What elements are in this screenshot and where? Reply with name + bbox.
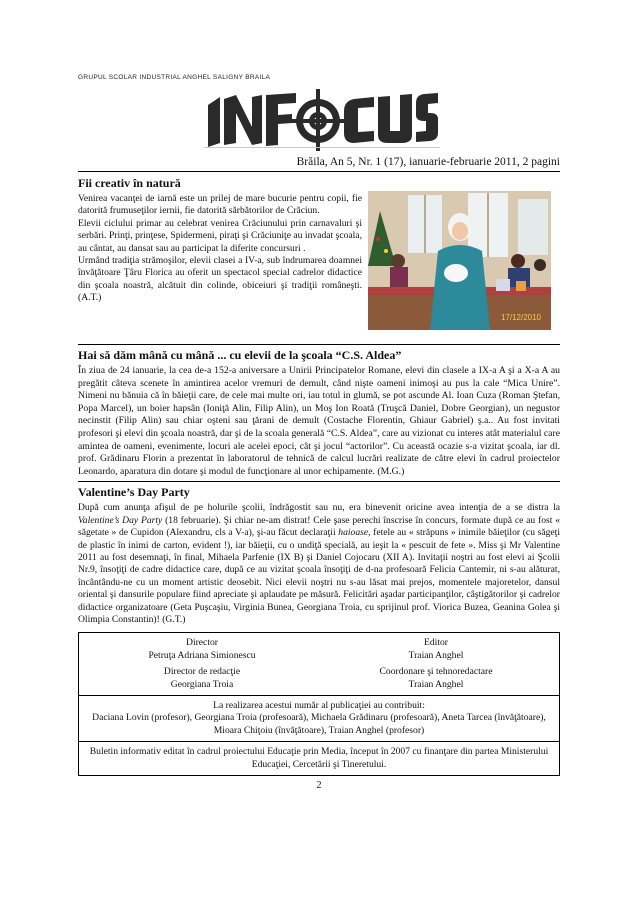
target-icon xyxy=(288,89,348,151)
photo-illustration xyxy=(368,191,551,330)
section-rule xyxy=(78,344,560,345)
article-text-column xyxy=(78,172,362,305)
credit-name: Petruţa Adriana Simionescu xyxy=(148,649,256,661)
emphasis: haioase xyxy=(338,527,369,539)
credit-name: Georgiana Troia xyxy=(170,678,234,690)
credit-role: Coordonare şi tehnoredactare xyxy=(379,666,493,678)
credit-redaction xyxy=(85,666,319,691)
credits-row-bottom xyxy=(79,664,559,695)
credit-name: Traian Anghel xyxy=(408,678,464,690)
text-run: (18 februarie). Şi chiar ne-am distrat! Cele şase perechi înscrise în concurs, formate după ce au fost « săgetate » de Cupidon (Alexandru, cls a V-a), şi-au făcut declaraţii xyxy=(78,514,560,539)
credit-director xyxy=(85,637,319,662)
credit-role: Director de redacţie xyxy=(163,666,241,678)
article-title: Hai să dăm mână cu mână ... cu elevii de la şcoala “C.S. Aldea” xyxy=(78,348,402,362)
school-name: GRUPUL SCOLAR INDUSTRIAL ANGHEL SALIGNY BRAILA xyxy=(78,74,271,81)
credit-coordination xyxy=(319,666,553,691)
article-paragraph: Urmând tradiţia strămoşilor, elevii clasei a IV-a, sub îndrumarea doamnei învăţătoare Ţâru Florica au oferit un spectacol special cadrelor didactice din şcoala noastră, alcătuit din colinde, obiceiuri şi tradiţii româneşti. (A.T.) xyxy=(78,255,362,304)
bulletin-note: Buletin informativ editat în cadrul proiectului Educaţie prin Media, început în 2007 cu finanţare din partea Ministerului Educaţiei, Cercetării şi Tineretului. xyxy=(79,741,559,775)
contributors-section xyxy=(79,695,559,741)
text-run: După cum anunţa afişul de pe holurile şcolii, îndrăgostit sau nu, era binevenit oricine avea intenţia de a se distra la xyxy=(78,502,560,514)
infocus-logo xyxy=(204,83,440,151)
article-paragraph xyxy=(78,502,560,626)
article-cs-aldea xyxy=(78,348,560,478)
credits-row-top xyxy=(79,633,559,664)
issue-info: Brăila, An 5, Nr. 1 (17), ianuarie-februarie 2011, 2 pagini xyxy=(296,156,560,168)
credit-role: Director xyxy=(186,637,218,649)
masthead xyxy=(78,81,560,155)
article-paragraph: În ziua de 24 ianuarie, la cea de-a 152-a aniversare a Unirii Principatelor Romane, elevi din clasele a IX-a A şi a X-a A au pregătit câteva scenete în amintirea acelor vremuri de demult, când nişte oameni inimoşi au pus la cale “Mica Unire”. Nimeni nu bănuia că în băieţii care, de cele mai multe ori, iau totul in glumă, se pot ascunde Al. Ioan Cuza (Roman Ştefan, Popa Marcel), un boier hapsân (Ioniţă Alin, Filip Alin), un Moş Ion Roată (Truşcă Daniel, Dobre Georgian), un negustor necinstit (Filip Alin) sau chiar oşteni sau ţărani de demult (Costache Florentin, Ghiaur Gabriel) ş.a.. Au fost invitati profesori şi elevi din şcoala noastră, dar şi de la scoala generală “C.S. Aldea”, care au vizionat cu interes atât materialul care amintea de oameni, evenimente, locuri ale acelei epoci, cât şi jocul “actorilor”. Cu această ocazie s-a vizitat şcoala, iar dl. prof. Grădinaru Florin a prezentat în laboratorul de tehnică de calcul lucrări realizate de către elevi în cadrul proiectelor Leonardo, aparatura din dotare şi modul de funcţionare al unor echipamente. (M.G.) xyxy=(78,365,560,477)
contributors-names: Daciana Lovin (profesor), Georgiana Troia (profesoară), Michaela Grădinaru (profesoară), Aneta Tarcea (învăţătoare), Mioara Chiţoiu (învăţătoare), Traian Anghel (profesor) xyxy=(92,712,546,736)
credit-name: Traian Anghel xyxy=(408,649,464,661)
article-title: Fii creativ în natură xyxy=(78,176,181,190)
credit-editor xyxy=(319,637,553,662)
credit-role: Editor xyxy=(424,637,448,649)
christmas-photo xyxy=(368,191,551,330)
contributors-title: La realizarea acestui număr al publicaţiei au contribuit: xyxy=(213,700,425,712)
credits-box xyxy=(78,632,560,776)
event-name: Valentine’s Day Party xyxy=(78,514,163,526)
page-number: 2 xyxy=(316,780,322,792)
photo-date-stamp: 17/12/2010 xyxy=(500,313,541,322)
newsletter-page xyxy=(78,70,560,791)
article-paragraph: Venirea vacanţei de iarnă este un prilej de mare bucurie pentru copii, fie datorită frumuseţilor iernii, fie datorită sărbătorilor de Crăciun. xyxy=(78,193,362,217)
article-paragraph: Elevii ciclului primar au celebrat venirea Crăciunului prin carnavaluri şi serbări. Prinţi, prinţese, Spidermeni, piraţi şi Crăciuniţe au invadat şcoala, au cântat, au dansat sau au participat la diferite concursuri . xyxy=(78,217,362,254)
section-rule xyxy=(78,481,560,482)
article-valentines xyxy=(78,485,560,626)
article-title: Valentine’s Day Party xyxy=(78,485,190,500)
article-creative-nature xyxy=(78,172,560,342)
text-run: , fetele au « străpuns » inimile băieţilor (cu săgeţi de plastic în inimi de carton, evident !), iar băieţii, cu o undiţă specială, au ieşit la « pescuit de fete ». Miss şi Mr Valentine 2011 au fost desemnaţi, în final, Mihaela Parfenie (IX B) şi Daniel Cojocaru (XII A). Invitaţii noştri au fost elevi ai Şcolii Nr.9, însoţiţi de cadre didactice care, după ce au vizitat şcoala însoţiţi de d-na profesoară Felicia Cantemir, ni s-au alăturat, încântându-ne cu un moment artistic deosebit. Nici elevii noştri nu s-au lăsat mai prejos, momentele majoretelor, dansul oriental şi dansurile populare fiind apreciate şi aplaudate pe măsură. Felicitări aşadar participanţilor, câştigătorilor şi cadrelor didactice organizatoare (Geta Puşcaşiu, Virginia Bunea, Georgiana Troia, cu sprijinul prof. Viorica Buzea, Geanina Golea şi Olimpia Constantin)! (G.T.) xyxy=(78,527,561,625)
